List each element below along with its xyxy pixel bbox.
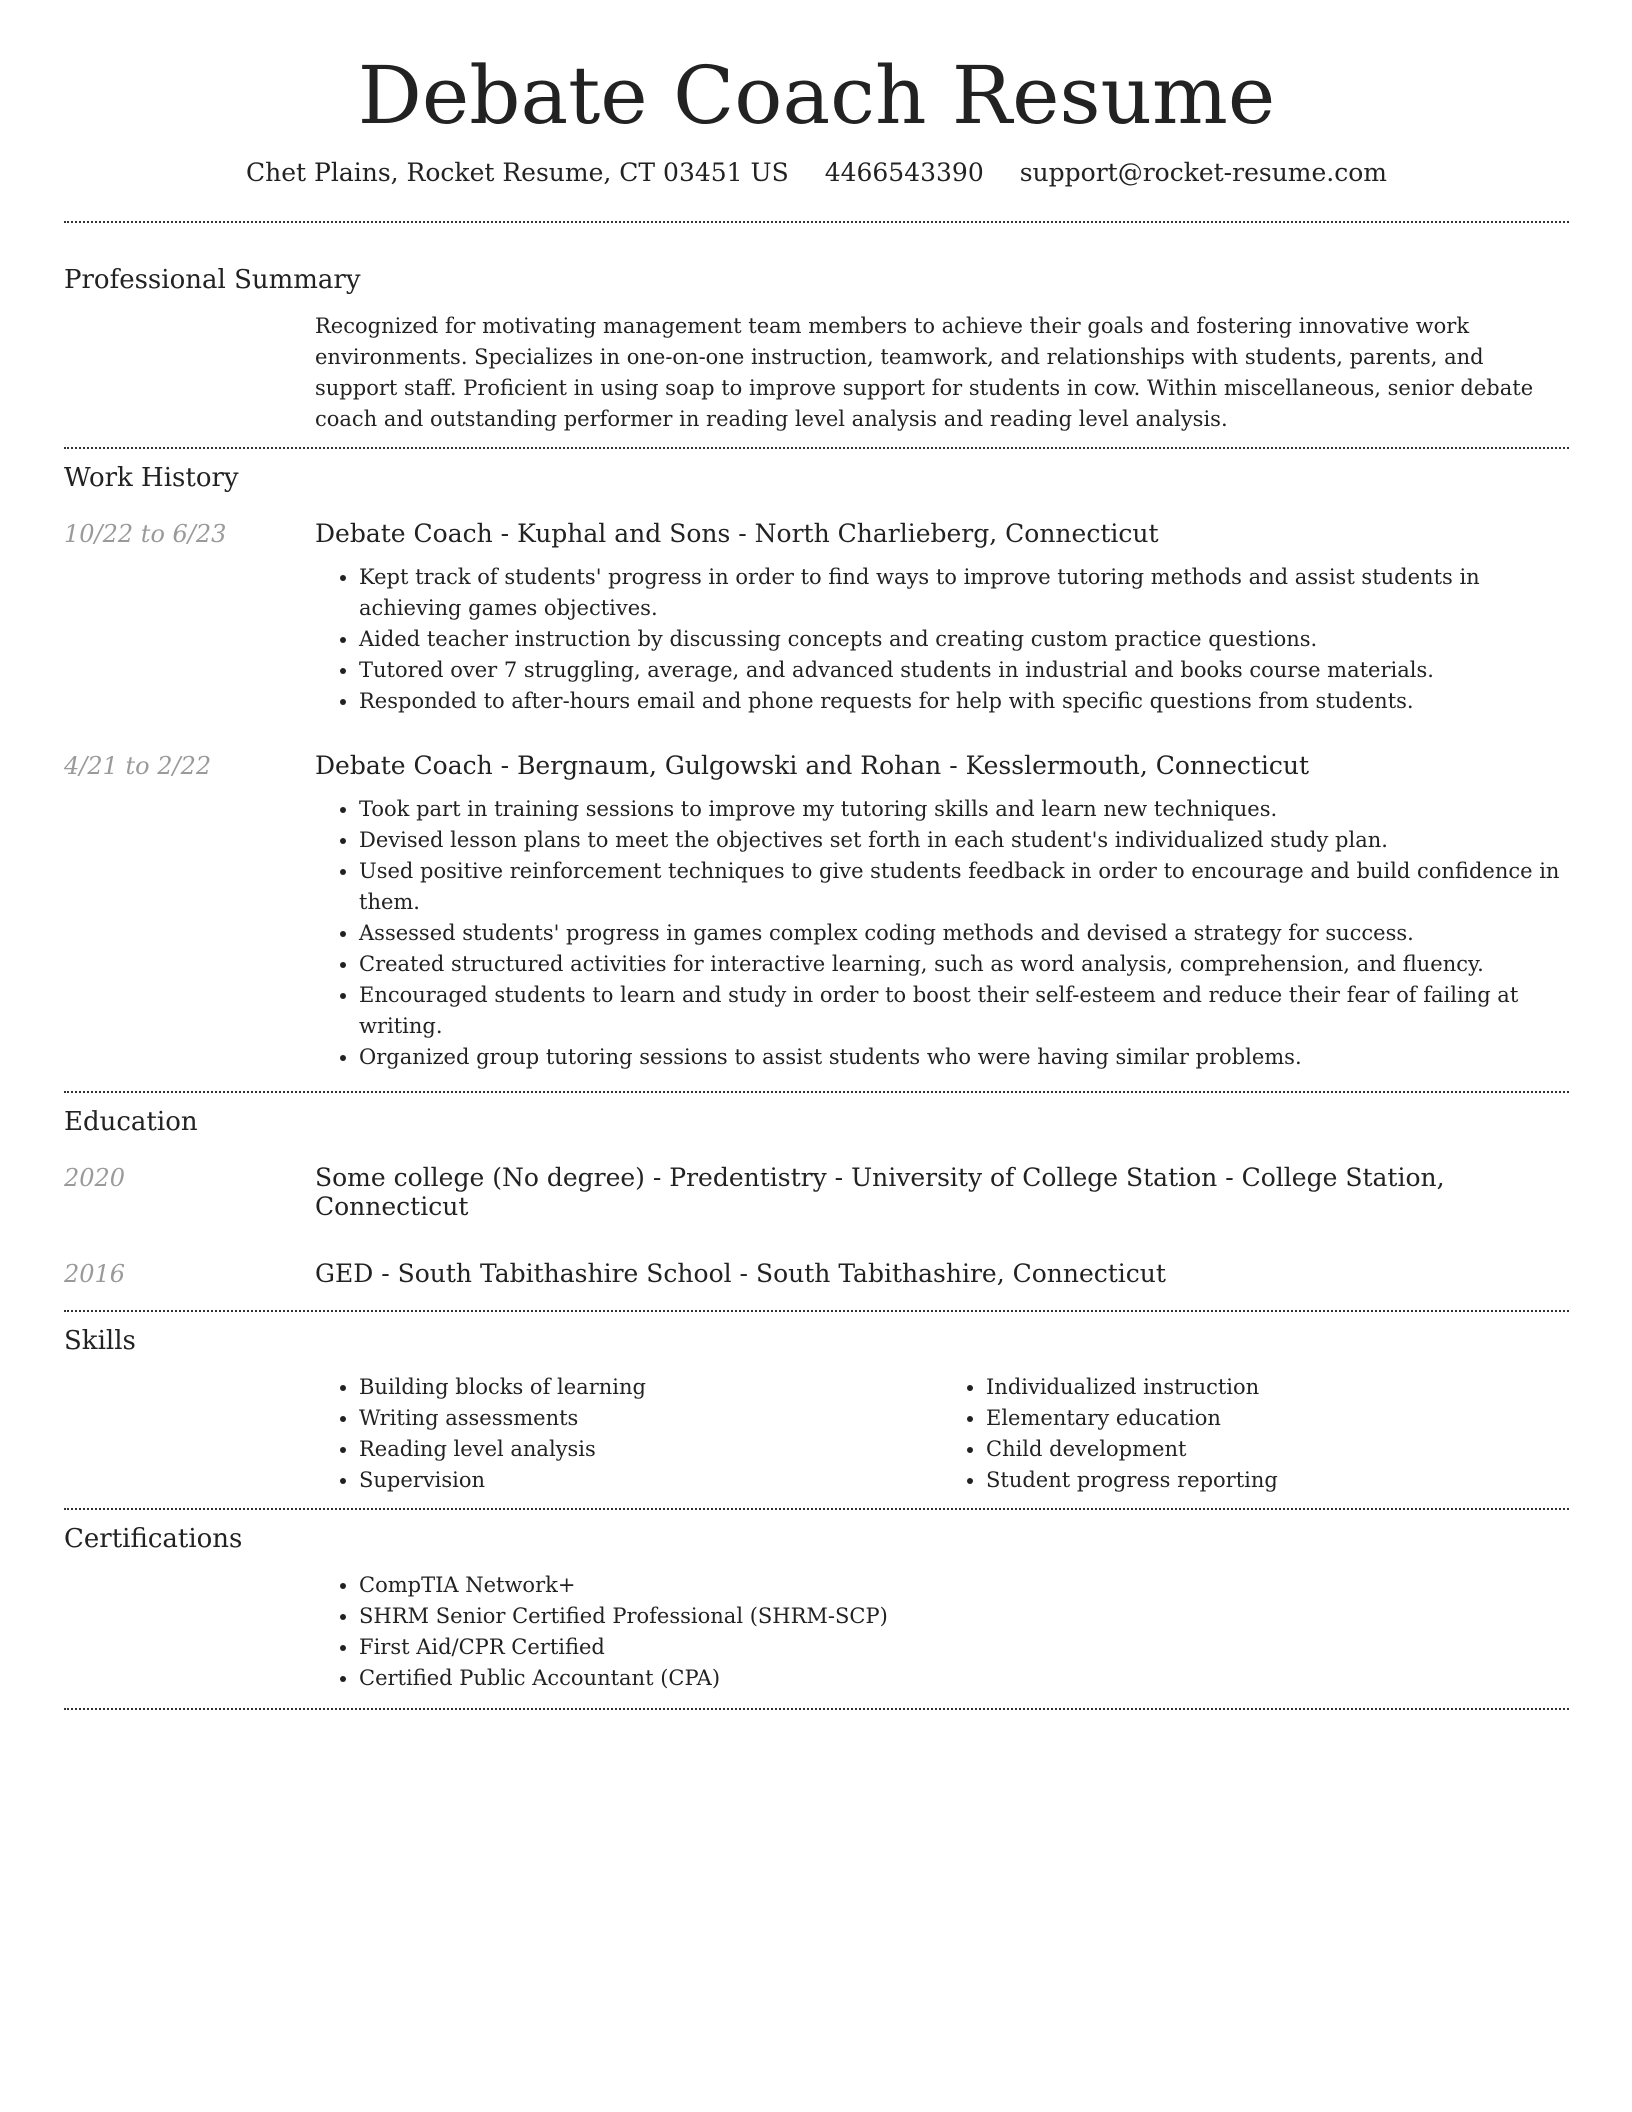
certifications-list bbox=[315, 1570, 1569, 1694]
list-item: • Certified Public Accountant (CPA) bbox=[359, 1663, 1569, 1694]
education-section bbox=[64, 1107, 1569, 1288]
list-item: • Elementary education bbox=[986, 1403, 1569, 1434]
list-item: • CompTIA Network+ bbox=[359, 1570, 1569, 1601]
list-item: • Took part in training sessions to improve my tutoring skills and learn new techniques. bbox=[359, 794, 1569, 825]
certifications-section bbox=[64, 1524, 1569, 1694]
summary-heading: Professional Summary bbox=[64, 265, 361, 295]
summary-text: Recognized for motivating management team members to achieve their goals and fostering innovative work environments. Specializes in one-on-one instruction, teamwork, and relationships with students, parents, and support staff. Proficient in using soap to improve support for students in cow. Within miscellaneous, senior debate coach and outstanding performer in reading level analysis and reading level analysis. bbox=[315, 314, 1534, 431]
list-item: • Supervision bbox=[359, 1465, 942, 1496]
list-item: • Organized group tutoring sessions to assist students who were having similar problems. bbox=[359, 1042, 1569, 1073]
list-item: • Student progress reporting bbox=[986, 1465, 1569, 1496]
education-entry bbox=[64, 1163, 1569, 1221]
list-item: • Writing assessments bbox=[359, 1403, 942, 1434]
list-item: • Child development bbox=[986, 1434, 1569, 1465]
education-title: Some college (No degree) - Predentistry - University of College Station - College Station, Connecticut bbox=[315, 1163, 1445, 1221]
job-entry bbox=[64, 751, 1569, 1073]
divider bbox=[64, 1091, 1569, 1093]
list-item: • Tutored over 7 struggling, average, and advanced students in industrial and books course materials. bbox=[359, 655, 1569, 686]
skills-list-left bbox=[315, 1372, 942, 1496]
skills-section bbox=[64, 1326, 1569, 1496]
job-entry bbox=[64, 519, 1569, 717]
list-item: • Used positive reinforcement techniques to give students feedback in order to encourage and build confidence in them. bbox=[359, 856, 1569, 918]
education-year: 2016 bbox=[64, 1260, 126, 1288]
job-dates: 4/21 to 2/22 bbox=[64, 752, 212, 780]
list-item: • Encouraged students to learn and study in order to boost their self-esteem and reduce their fear of failing at writing. bbox=[359, 980, 1569, 1042]
divider bbox=[64, 447, 1569, 449]
contact-line bbox=[64, 158, 1569, 187]
work-heading: Work History bbox=[64, 463, 239, 493]
education-year: 2020 bbox=[64, 1164, 126, 1192]
list-item: • Reading level analysis bbox=[359, 1434, 942, 1465]
divider bbox=[64, 1708, 1569, 1710]
contact-address: Chet Plains, Rocket Resume, CT 03451 US bbox=[245, 158, 789, 187]
work-section bbox=[64, 463, 1569, 1073]
list-item: • Created structured activities for interactive learning, such as word analysis, comprehension, and fluency. bbox=[359, 949, 1569, 980]
list-item: • Assessed students' progress in games complex coding methods and devised a strategy for success. bbox=[359, 918, 1569, 949]
contact-email: support@rocket-resume.com bbox=[1019, 158, 1388, 187]
divider bbox=[64, 1310, 1569, 1312]
list-item: • Individualized instruction bbox=[986, 1372, 1569, 1403]
education-entry bbox=[64, 1259, 1569, 1288]
education-heading: Education bbox=[64, 1107, 198, 1137]
skills-heading: Skills bbox=[64, 1326, 136, 1356]
job-title: Debate Coach - Bergnaum, Gulgowski and Rohan - Kesslermouth, Connecticut bbox=[315, 751, 1310, 780]
resume-page bbox=[64, 0, 1569, 1710]
job-dates: 10/22 to 6/23 bbox=[64, 520, 227, 548]
list-item: • SHRM Senior Certified Professional (SHRM-SCP) bbox=[359, 1601, 1569, 1632]
list-item: • Responded to after-hours email and phone requests for help with specific questions from students. bbox=[359, 686, 1569, 717]
job-bullets bbox=[315, 794, 1569, 1073]
job-title: Debate Coach - Kuphal and Sons - North Charlieberg, Connecticut bbox=[315, 519, 1159, 548]
contact-phone: 4466543390 bbox=[824, 158, 984, 187]
divider bbox=[64, 1508, 1569, 1510]
list-item: • Aided teacher instruction by discussing concepts and creating custom practice questions. bbox=[359, 624, 1569, 655]
resume-title: Debate Coach Resume bbox=[357, 49, 1276, 142]
list-item: • Devised lesson plans to meet the objectives set forth in each student's individualized study plan. bbox=[359, 825, 1569, 856]
skills-list-right bbox=[942, 1372, 1569, 1496]
list-item: • Kept track of students' progress in order to find ways to improve tutoring methods and assist students in achieving games objectives. bbox=[359, 562, 1569, 624]
list-item: • Building blocks of learning bbox=[359, 1372, 942, 1403]
divider bbox=[64, 221, 1569, 223]
job-bullets bbox=[315, 562, 1569, 717]
list-item: • First Aid/CPR Certified bbox=[359, 1632, 1569, 1663]
education-title: GED - South Tabithashire School - South Tabithashire, Connecticut bbox=[315, 1259, 1166, 1288]
certifications-heading: Certifications bbox=[64, 1524, 243, 1554]
summary-section bbox=[64, 265, 1569, 435]
